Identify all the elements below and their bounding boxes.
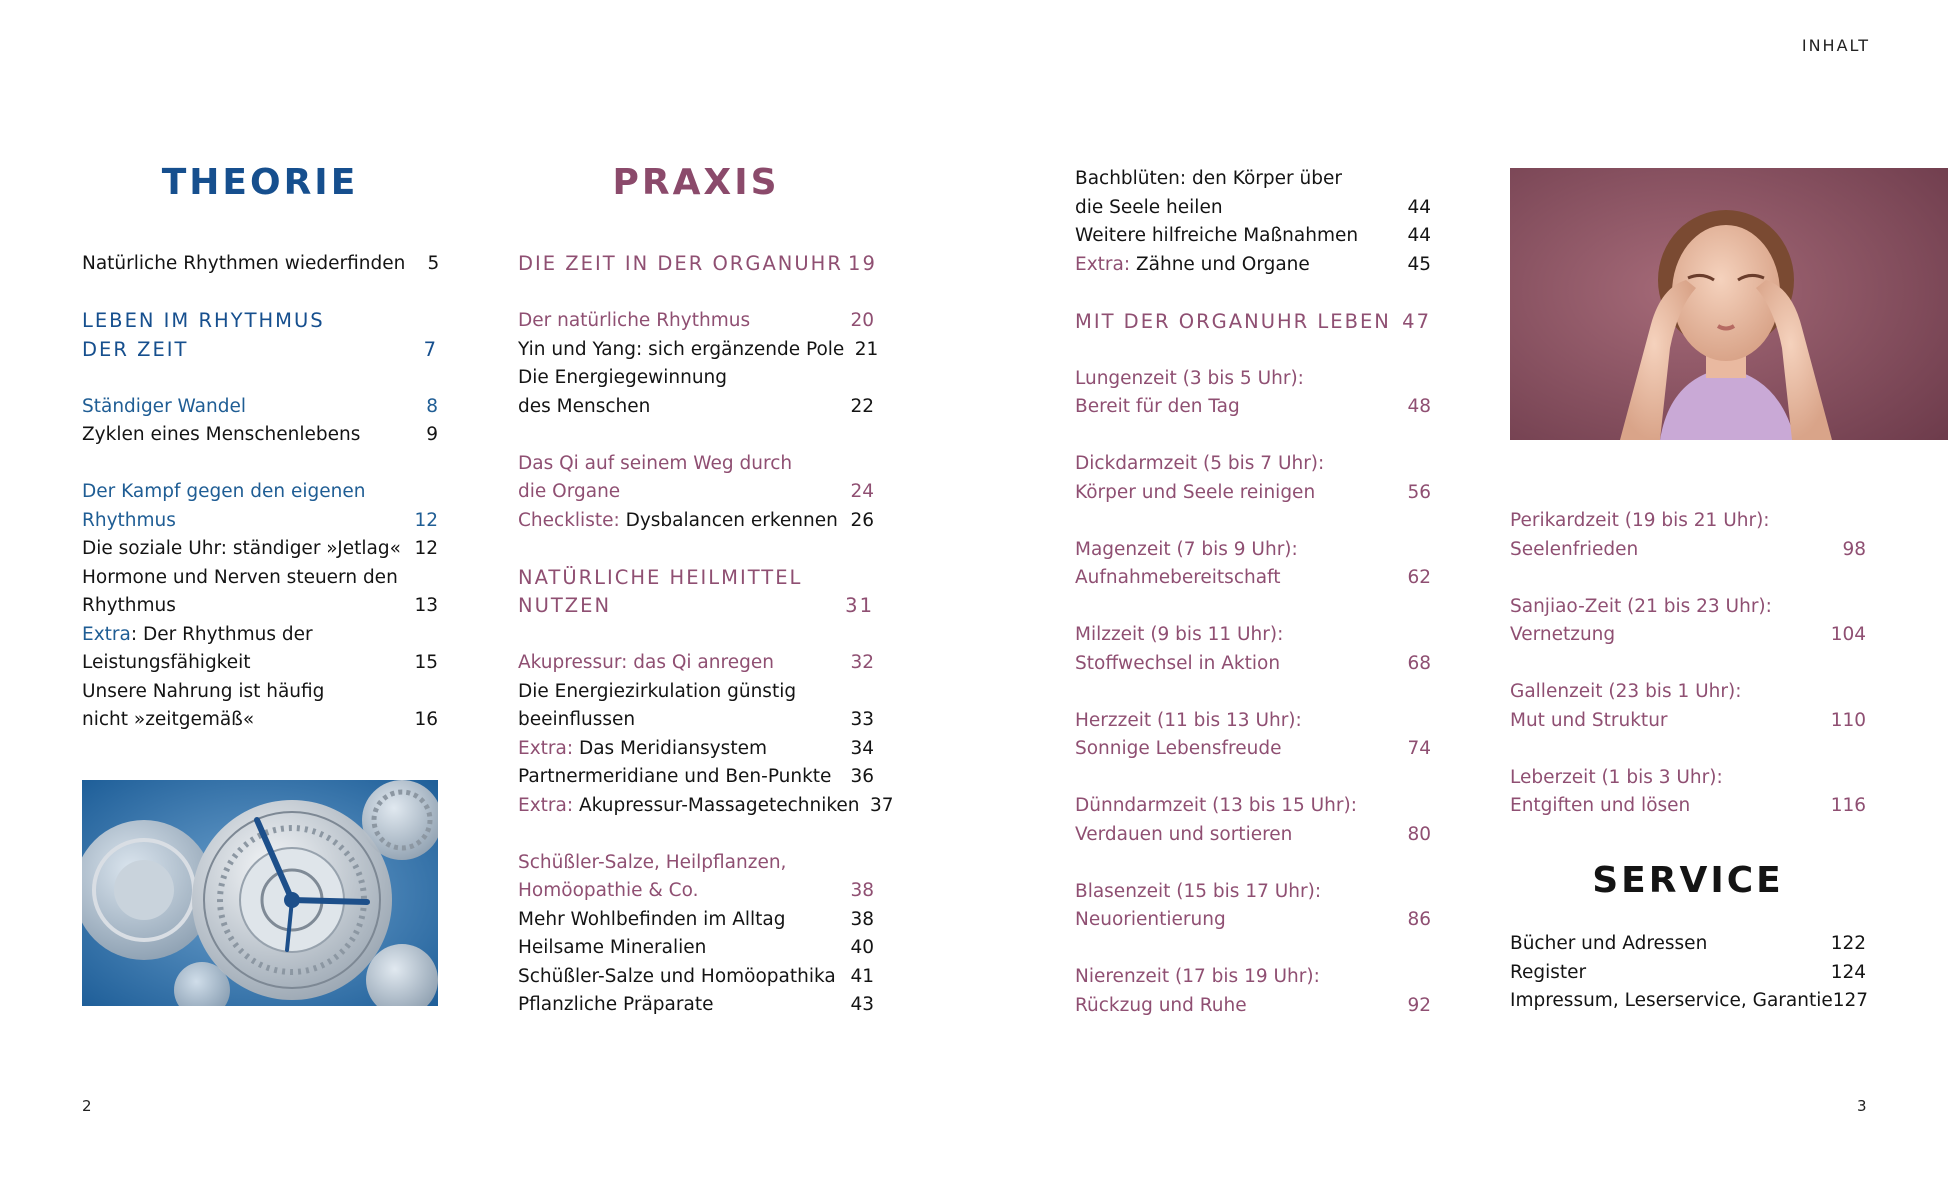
toc-entry[interactable] [518,307,874,336]
toc-entry-title: Dysbalancen erkennen [619,509,838,531]
toc-entry[interactable] [1075,878,1431,935]
toc-entry-page: 34 [850,737,874,759]
toc-entry-title: Blasenzeit (15 bis 17 Uhr): [1075,880,1322,902]
toc-entry[interactable] [518,991,874,1020]
toc-entry-title: Die Energiezirkulation günstig [518,680,797,702]
toc-entry-page: 47 [1402,309,1431,333]
toc-entry-page: 92 [1407,994,1431,1016]
toc-chapter-title: NUTZEN [518,594,612,617]
toc-entry-page: 32 [850,652,874,673]
toc-entry[interactable] [1075,251,1431,280]
toc-entry[interactable] [1510,930,1866,959]
section-header-label: INHALT [1801,36,1870,55]
toc-entry-title: Rhythmus [82,509,176,531]
toc-entry[interactable] [1510,593,1866,650]
toc-entry-prefix: Extra: [518,794,574,816]
toc-entry[interactable] [518,507,874,536]
toc-entry-title: Dünndarmzeit (13 bis 15 Uhr): [1075,795,1357,816]
toc-entry-title: Neuorientierung [1075,909,1226,930]
praxis-title: PRAXIS [612,162,780,203]
toc-entry-page: 98 [1842,538,1866,560]
toc-entry-page: 16 [414,709,438,730]
toc-entry-title: Herzzeit (11 bis 13 Uhr): [1075,709,1302,731]
toc-entry[interactable] [82,535,438,564]
toc-entry-page: 124 [1830,961,1866,983]
toc-entry-page: 5 [427,253,440,274]
toc-entry[interactable] [1510,507,1866,564]
toc-entry-title: Natürliche Rhythmen wiederfinden [82,253,406,274]
toc-entry-page: 56 [1407,481,1431,503]
toc-entry-page: 22 [850,395,874,417]
clock-gears-image [82,780,438,1006]
toc-entry-title: Sonnige Lebensfreude [1075,738,1282,759]
toc-entry-title: Akupressur: das Qi anregen [518,652,774,673]
toc-chapter-title: DER ZEIT [82,337,189,361]
toc-entry-title: Vernetzung [1510,624,1616,645]
toc-entry[interactable] [518,678,874,735]
praxis-toc [518,250,894,1020]
toc-entry-page: 68 [1407,652,1431,674]
toc-entry-title: Lungenzeit (3 bis 5 Uhr): [1075,367,1304,389]
toc-entry[interactable] [1075,222,1431,251]
toc-entry-title: Schüßler-Salze, Heilpflanzen, [518,851,787,873]
toc-entry-page: 110 [1830,709,1866,731]
toc-chapter-title: NATÜRLICHE HEILMITTEL [518,565,803,589]
toc-entry[interactable] [82,564,438,621]
toc-entry-title: Nierenzeit (17 bis 19 Uhr): [1075,966,1320,987]
toc-entry-prefix: Extra [82,623,131,645]
toc-entry-title: Entgiften und lösen [1510,795,1691,816]
toc-entry-title: des Menschen [518,395,651,417]
toc-entry-title: Mehr Wohlbefinden im Alltag [518,908,786,930]
page-number-left: 2 [82,1097,92,1115]
toc-entry-prefix: Checkliste: [518,509,620,531]
toc-entry[interactable] [518,763,874,792]
toc-entry-page: 8 [426,395,438,417]
toc-entry-title: die Seele heilen [1075,196,1223,218]
toc-entry[interactable] [82,621,438,678]
toc-entry-title: die Organe [518,481,621,502]
toc-entry-page: 62 [1407,567,1431,588]
toc-entry-page: 45 [1407,253,1431,275]
toc-chapter-title: LEBEN IM RHYTHMUS [82,309,325,332]
toc-entry-title: Leistungsfähigkeit [82,652,251,673]
toc-entry-page: 15 [414,652,438,673]
theorie-toc [82,250,438,735]
toc-chapter[interactable] [518,250,877,279]
toc-entry-title: Stoffwechsel in Aktion [1075,652,1281,674]
toc-entry[interactable] [82,678,438,735]
toc-entry[interactable] [518,649,874,678]
toc-entry-title: Gallenzeit (23 bis 1 Uhr): [1510,681,1742,702]
toc-entry-page: 31 [845,594,874,617]
toc-entry[interactable] [1075,365,1431,422]
toc-entry-page: 26 [850,509,874,531]
toc-entry[interactable] [518,364,874,421]
toc-entry-title: Leberzeit (1 bis 3 Uhr): [1510,766,1723,788]
toc-entry-title: Zyklen eines Menschenlebens [82,424,361,445]
toc-entry-page: 21 [854,338,879,360]
theorie-title: THEORIE [161,162,359,203]
toc-entry-page: 9 [426,424,438,445]
toc-entry[interactable] [82,478,438,535]
page-number-right: 3 [1857,1097,1867,1115]
toc-entry[interactable] [518,906,874,935]
toc-entry[interactable] [1075,165,1431,222]
toc-entry[interactable] [518,735,874,764]
toc-entry-page: 19 [848,252,877,275]
toc-entry-page: 38 [850,908,874,930]
toc-entry[interactable] [518,450,874,507]
toc-entry-title: beeinflussen [518,709,636,730]
toc-entry[interactable] [82,250,438,279]
toc-entry-page: 41 [850,965,874,987]
toc-entry-title: Milzzeit (9 bis 11 Uhr): [1075,624,1284,645]
toc-entry-title: Impressum, Leserservice, Garantie [1510,990,1833,1011]
toc-entry[interactable] [518,963,874,992]
toc-entry-title: Rhythmus [82,595,176,616]
toc-entry-title: Partnermeridiane und Ben-Punkte [518,766,832,787]
toc-entry-title: Heilsame Mineralien [518,937,707,958]
toc-entry-title: Bachblüten: den Körper über [1075,168,1342,189]
toc-entry-title: Das Meridiansystem [573,737,767,759]
toc-entry-page: 80 [1407,823,1431,845]
toc-entry-title: Das Qi auf seinem Weg durch [518,452,793,474]
toc-entry-title: Der natürliche Rhythmus [518,310,751,331]
woman-meditating-image [1510,168,1948,440]
toc-entry-title: Hormone und Nerven steuern den [82,566,398,588]
toc-entry-title: Register [1510,961,1587,983]
toc-entry[interactable] [82,393,438,422]
toc-entry-page: 44 [1407,225,1431,246]
toc-entry-title: Die soziale Uhr: ständiger »Jetlag« [82,538,401,559]
toc-entry-title: Yin und Yang: sich ergänzende Pole [518,338,845,360]
toc-entry-page: 24 [850,481,874,502]
toc-entry-title: Seelenfrieden [1510,538,1639,560]
praxis-cont-toc [1075,165,1431,1020]
toc-entry[interactable] [1075,536,1431,593]
toc-entry-title: : Der Rhythmus der [130,623,313,645]
toc-chapter[interactable] [82,307,438,364]
toc-entry[interactable] [518,336,879,365]
toc-entry-page: 36 [850,766,874,787]
toc-entry-page: 20 [850,310,874,331]
toc-chapter[interactable] [1075,308,1431,337]
toc-entry-title: Der Kampf gegen den eigenen [82,481,366,502]
toc-entry-page: 40 [850,937,874,958]
toc-entry-page: 13 [414,595,438,616]
toc-entry-prefix: Extra: [1075,253,1131,275]
toc-entry-title: nicht »zeitgemäß« [82,709,255,730]
right-toc [1510,507,1866,821]
toc-entry-title: Sanjiao-Zeit (21 bis 23 Uhr): [1510,595,1772,617]
toc-chapter-title: DIE ZEIT IN DER ORGANUHR [518,252,843,275]
toc-entry-title: Perikardzeit (19 bis 21 Uhr): [1510,510,1770,531]
toc-entry[interactable] [1075,621,1431,678]
toc-entry-title: Die Energiegewinnung [518,367,728,388]
toc-entry-title: Akupressur-Massagetechniken [573,794,860,816]
toc-entry-page: 7 [423,337,438,361]
toc-entry-title: Zähne und Organe [1130,253,1310,275]
toc-chapter[interactable] [518,564,874,621]
toc-entry-title: Magenzeit (7 bis 9 Uhr): [1075,538,1298,560]
service-title: SERVICE [1592,860,1784,901]
toc-entry[interactable] [1075,792,1431,849]
toc-entry-page: 33 [850,709,874,730]
toc-entry-title: Verdauen und sortieren [1075,823,1293,845]
toc-entry-title: Ständiger Wandel [82,395,246,417]
toc-entry[interactable] [518,934,874,963]
toc-entry[interactable] [518,792,894,821]
toc-entry-title: Mut und Struktur [1510,709,1668,731]
service-toc [1510,930,1869,1016]
toc-entry-page: 12 [414,538,438,559]
toc-entry-title: Körper und Seele reinigen [1075,481,1316,503]
toc-entry-title: Bücher und Adressen [1510,933,1708,954]
toc-entry-title: Homöopathie & Co. [518,880,699,901]
toc-entry[interactable] [1510,959,1866,988]
toc-entry-page: 44 [1407,196,1431,218]
toc-entry-page: 48 [1407,396,1431,417]
toc-entry-page: 116 [1830,795,1866,816]
toc-entry[interactable] [1510,678,1866,735]
toc-entry-page: 104 [1830,624,1866,645]
toc-entry-title: Unsere Nahrung ist häufig [82,680,325,702]
toc-entry-page: 37 [869,794,894,816]
toc-entry-prefix: Extra: [518,737,574,759]
toc-entry-page: 38 [850,880,874,901]
toc-entry-page: 127 [1832,990,1869,1011]
toc-entry[interactable] [1510,764,1866,821]
toc-entry-title: Schüßler-Salze und Homöopathika [518,965,836,987]
toc-entry-page: 43 [850,994,874,1015]
toc-entry-page: 12 [414,509,438,531]
toc-entry[interactable] [1510,987,1869,1016]
toc-entry-title: Rückzug und Ruhe [1075,994,1247,1016]
toc-entry-page: 86 [1407,909,1431,930]
toc-entry-page: 122 [1830,933,1866,954]
toc-entry-title: Dickdarmzeit (5 bis 7 Uhr): [1075,453,1325,474]
toc-entry-page: 74 [1407,738,1431,759]
toc-entry-title: Pflanzliche Präparate [518,994,714,1015]
toc-chapter-title: MIT DER ORGANUHR LEBEN [1075,309,1391,333]
toc-entry[interactable] [1075,707,1431,764]
toc-entry[interactable] [1075,963,1431,1020]
toc-entry[interactable] [82,421,438,450]
toc-entry-title: Weitere hilfreiche Maßnahmen [1075,225,1359,246]
toc-entry[interactable] [518,849,874,906]
toc-entry-title: Bereit für den Tag [1075,396,1240,417]
toc-entry[interactable] [1075,450,1431,507]
toc-entry-title: Aufnahmebereitschaft [1075,567,1281,588]
